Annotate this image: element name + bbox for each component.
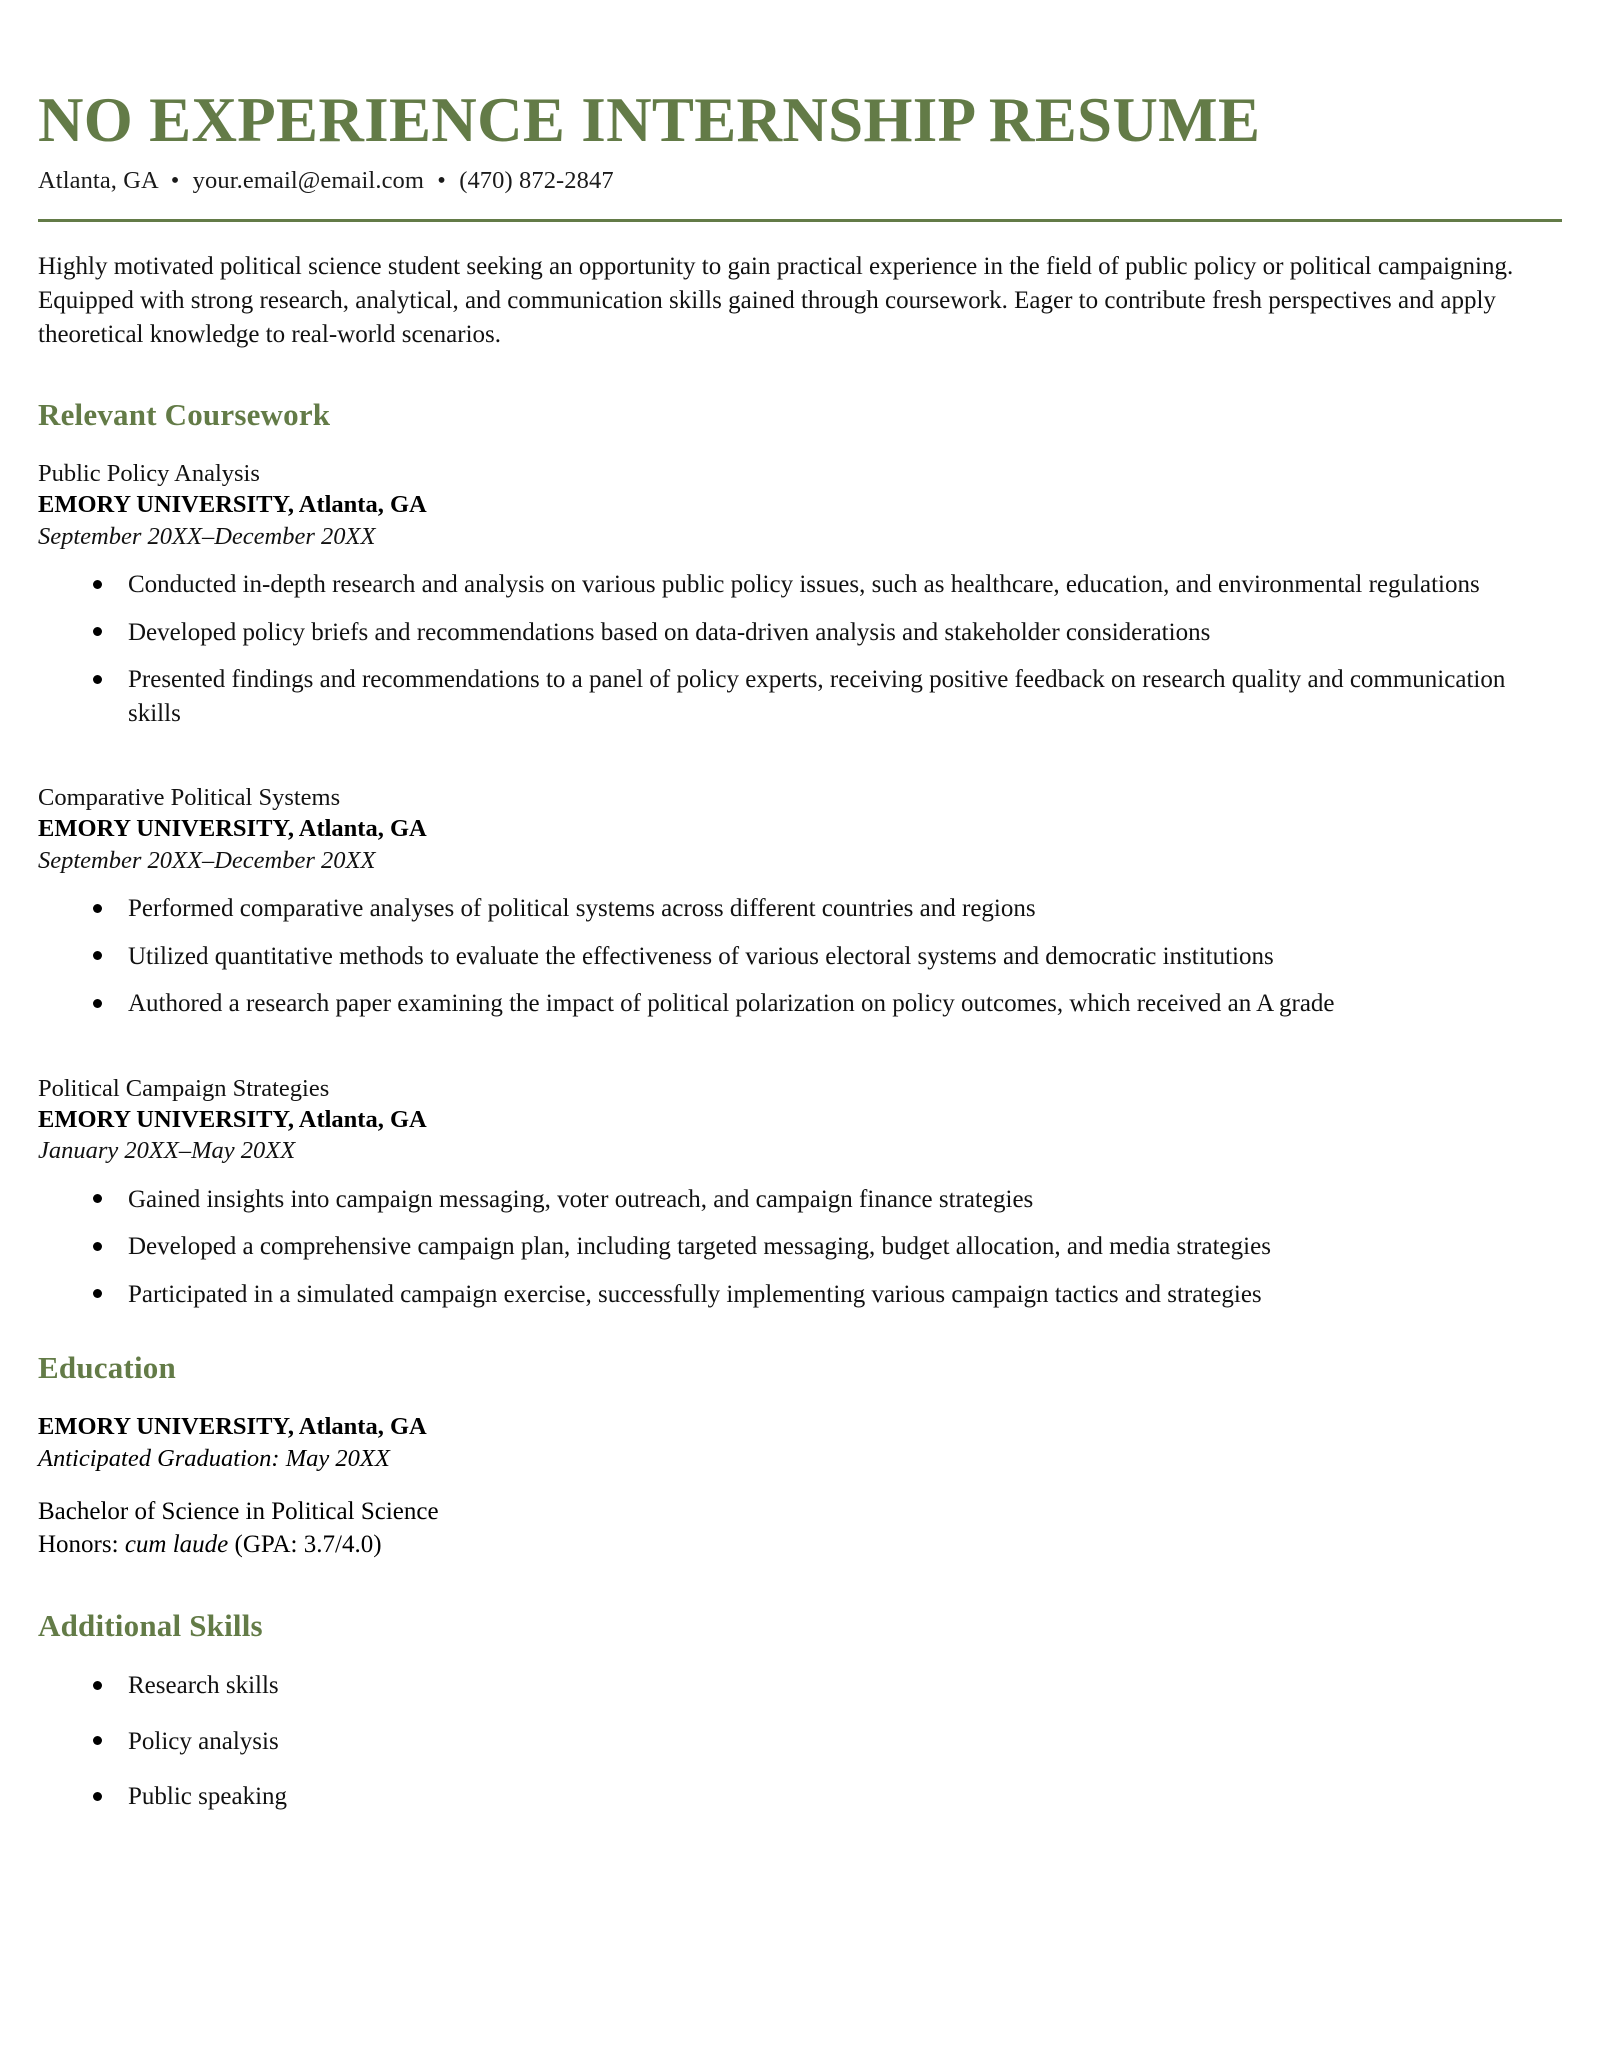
- coursework-entry: [38, 458, 1562, 730]
- contact-separator-icon: •: [170, 167, 180, 195]
- list-item: [38, 616, 1562, 650]
- list-item: [38, 940, 1562, 974]
- coursework-entry: [38, 782, 1562, 1021]
- skill-text: Policy analysis: [128, 1727, 279, 1755]
- bullet-dot-icon: [93, 951, 102, 960]
- contact-phone[interactable]: (470) 872-2847: [459, 167, 614, 195]
- section-heading-education: Education: [38, 1350, 176, 1386]
- course-name: Political Campaign Strategies: [38, 1074, 330, 1102]
- bullet-text: Presented findings and recommendations to a panel of policy experts, receiving positive feedback on research quality and communication skills: [128, 666, 1506, 727]
- skill-text: Public speaking: [128, 1783, 288, 1811]
- honors-prefix: Honors:: [38, 1530, 125, 1558]
- section-additional-skills: [38, 1609, 1562, 1814]
- bullet-dot-icon: [93, 1242, 102, 1251]
- section-relevant-coursework: [38, 398, 1562, 1311]
- course-dates: January 20XX–May 20XX: [38, 1137, 296, 1165]
- bullet-text: Gained insights into campaign messaging, voter outreach, and campaign finance strategies: [128, 1185, 1034, 1213]
- course-dates: September 20XX–December 20XX: [38, 522, 376, 550]
- list-item: [38, 1183, 1562, 1217]
- education-degree: Bachelor of Science in Political Science: [38, 1497, 439, 1525]
- coursework-entry: [38, 1073, 1562, 1312]
- bullet-dot-icon: [93, 1736, 102, 1745]
- honors-gpa: (GPA: 3.7/4.0): [228, 1530, 382, 1558]
- header-divider: [38, 219, 1562, 222]
- resume-header: [38, 85, 1562, 222]
- section-heading-skills: Additional Skills: [38, 1607, 263, 1643]
- bullet-dot-icon: [93, 999, 102, 1008]
- education-entry: [38, 1411, 1562, 1475]
- section-education: [38, 1351, 1562, 1561]
- skill-text: Research skills: [128, 1672, 279, 1700]
- bullet-text: Utilized quantitative methods to evaluate the effectiveness of various electoral systems and democratic institutions: [128, 942, 1274, 970]
- education-organization: EMORY UNIVERSITY, Atlanta, GA: [38, 1413, 427, 1441]
- bullet-dot-icon: [93, 580, 102, 589]
- course-organization: EMORY UNIVERSITY, Atlanta, GA: [38, 1105, 427, 1133]
- bullet-dot-icon: [93, 1792, 102, 1801]
- bullet-text: Participated in a simulated campaign exercise, successfully implementing various campaign tactics and strategies: [128, 1280, 1262, 1308]
- bullet-text: Developed a comprehensive campaign plan, including targeted messaging, budget allocation, and media strategies: [128, 1233, 1271, 1261]
- education-honors: [38, 1528, 1562, 1561]
- honors-latin: cum laude: [124, 1530, 229, 1558]
- entry-spacer: [38, 1043, 1562, 1073]
- course-bullet-list: [38, 892, 1562, 1021]
- list-item: [38, 1669, 1562, 1703]
- contact-separator-icon: •: [437, 167, 446, 195]
- bullet-dot-icon: [93, 675, 102, 684]
- course-name: Public Policy Analysis: [38, 459, 260, 487]
- bullet-text: Conducted in-depth research and analysis on various public policy issues, such as healthcare, education, and environmental regulations: [128, 571, 1480, 599]
- course-dates: September 20XX–December 20XX: [38, 846, 376, 874]
- bullet-text: Developed policy briefs and recommendations based on data-driven analysis and stakeholder considerations: [128, 618, 1211, 646]
- bullet-text: Authored a research paper examining the impact of political polarization on policy outcomes, which received an A grade: [128, 990, 1335, 1018]
- bullet-dot-icon: [93, 1289, 102, 1298]
- contact-location: Atlanta, GA: [38, 167, 158, 195]
- skills-bullet-list: [38, 1669, 1562, 1814]
- bullet-dot-icon: [93, 1681, 102, 1690]
- bullet-dot-icon: [93, 1194, 102, 1203]
- list-item: [38, 1278, 1562, 1312]
- course-organization: EMORY UNIVERSITY, Atlanta, GA: [38, 491, 427, 519]
- list-item: [38, 892, 1562, 926]
- list-item: [38, 1780, 1562, 1814]
- bullet-dot-icon: [93, 627, 102, 636]
- course-organization: EMORY UNIVERSITY, Atlanta, GA: [38, 815, 427, 843]
- course-name: Comparative Political Systems: [38, 784, 341, 812]
- education-degree-block: [38, 1495, 1562, 1561]
- professional-summary: Highly motivated political science student seeking an opportunity to gain practical experience in the field of public policy or political campaigning. Equipped with strong research, analytical, and communication skills gained through coursework. Eager to contribute fresh perspectives and apply theoretical knowledge to real-world scenarios.: [38, 252, 1514, 348]
- course-bullet-list: [38, 1183, 1562, 1312]
- contact-line: [38, 166, 1562, 197]
- section-heading-coursework: Relevant Coursework: [38, 396, 331, 432]
- list-item: [38, 1725, 1562, 1759]
- list-item: [38, 663, 1562, 730]
- page-title: NO EXPERIENCE INTERNSHIP RESUME: [38, 85, 1261, 155]
- bullet-dot-icon: [93, 904, 102, 913]
- course-bullet-list: [38, 568, 1562, 730]
- contact-email[interactable]: your.email@email.com: [192, 167, 425, 195]
- education-graduation: Anticipated Graduation: May 20XX: [38, 1445, 390, 1473]
- entry-spacer: [38, 752, 1562, 782]
- list-item: [38, 1230, 1562, 1264]
- list-item: [38, 568, 1562, 602]
- bullet-text: Performed comparative analyses of political systems across different countries and regions: [128, 895, 1036, 923]
- list-item: [38, 987, 1562, 1021]
